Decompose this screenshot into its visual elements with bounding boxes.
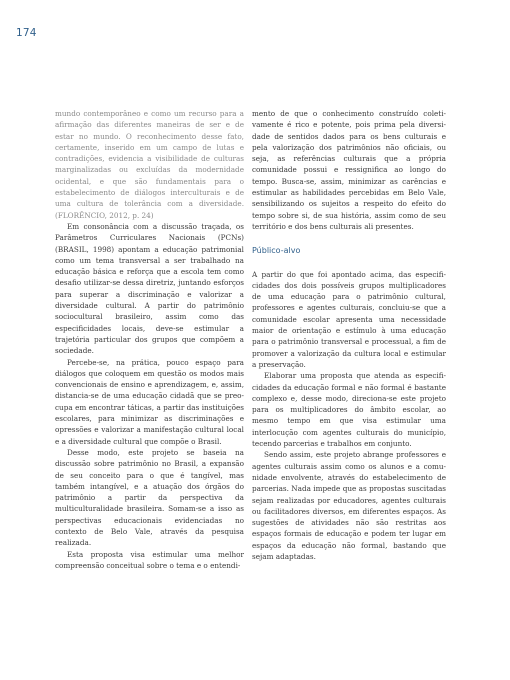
section-title: Público-alvo [252,246,301,256]
left-column [55,108,244,571]
body-paragraph: Desse modo, este projeto se baseia na discussão sobre patrimônio no Brasil, a expansão de seu conceito para o que é tangível, mas também intangível, e a atuação dos órgãos do patrimônio a partir da perspectiva da multiculturalidade brasileira. Somam-se a isso as perspectivas educacionais evidenciadas no contexto de Belo Vale, através da pesquisa realizada. [55,447,244,548]
body-paragraph: Esta proposta visa estimular uma melhor compreensão conceitual sobre o tema e o entendi- [55,549,244,570]
body-paragraph: Elaborar uma proposta que atenda as especificidades da educação formal e não formal é bastante complexo e, desse modo, direciona-se este projeto para os multiplicadores do âmbito escolar, ao mesmo tempo em que visa estimular uma interlocução com agentes culturais do município, tecendo parcerias e trabalhos em conjunto. [252,371,446,449]
body-paragraph: A partir do que foi apontado acima, das especificidades dos dois possíveis grupos multiplicadores de uma educação para o patrimônio cultural, professores e agentes culturais, concluiu-se que a comunidade escolar apresenta uma necessidade maior de orientação e estímulo à uma educação para o patrimônio transversal e processual, a fim de promover a valorização da cultura local e estimular a preservação. [252,269,446,369]
page-number: 174 [16,27,37,39]
body-paragraph-continuation: mento de que o conhecimento construído coletivamente é rico e potente, pois prima pela diversidade de sentidos dados para os bens culturais e pela valorização dos patrimônios não oficiais, ou seja, as referências culturais que a própria comunidade possui e ressignifica ao longo do tempo. Busca-se, assim, minimizar as carências e estimular as habilidades percebidas em Belo Vale, sensibilizando os sujeitos a respeito do efeito do tempo sobre si, de sua história, assim como de seu território e dos bens culturais ali presentes. [252,109,446,231]
right-column [252,108,446,562]
body-paragraph: Em consonância com a discussão traçada, os Parâmetros Curriculares Nacionais (PCNs) (BRASIL, 1998) apontam a educação patrimonial como um tema transversal a ser trabalhado na educação básica e reforça que a escola tem como desafio utilizar-se dessa diretriz, juntando esforços para superar a discriminação e valorizar a diversidade cultural. A partir do patrimônio sociocultural brasileiro, assim como das especificidades locais, deve-se estimular a trajetória particular dos grupos que compõem a sociedade. [55,221,244,356]
body-paragraph: Percebe-se, na prática, pouco espaço para diálogos que coloquem em questão os modos mais convencionais de ensino e aprendizagem, e, assim, distancia-se de uma educação cidadã que se preocupa em encontrar táticas, a partir das instituições escolares, para minimizar as discriminações e opressões e valorizar a manifestação cultural local e a diversidade cultural que compõe o Brasil. [55,357,244,446]
block-quote: mundo contemporâneo e como um recurso para a afirmação das diferentes maneiras de ser e de estar no mundo. O reconhecimento desse fato, certamente, inserido em um campo de lutas e contradições, evidencia a visibilidade de culturas marginalizadas ou excluídas da modernidade ocidental, e que são fundamentais para o estabelecimento de diálogos interculturais e de uma cultura de tolerância com a diversidade. (FLORÊNCIO, 2012, p. 24) [55,109,244,220]
body-paragraph: Sendo assim, este projeto abrange professores e agentes culturais assim como os alunos e a comunidade envolvente, através do estabelecimento de parcerias. Nada impede que as propostas suscitadas sejam realizadas por educadores, agentes culturais ou facilitadores diversos, em diferentes espaços. As sugestões de atividades não são restritas aos espaços formais de educação e podem ter lugar em espaços da educação não formal, bastando que sejam adaptadas. [252,450,446,561]
